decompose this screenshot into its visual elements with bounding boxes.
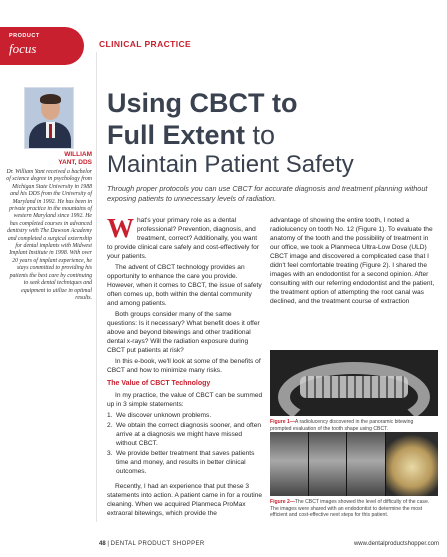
paragraph-1-text: hat's your primary role as a dental professional? Prevention, diagnosis, and treatment, correct? Additionally, you want to provide clinical care safely and cost-effectively for your patients. — [107, 217, 259, 260]
author-name-line2: YANT, DDS — [58, 159, 92, 166]
badge-line2: focus — [9, 41, 37, 56]
subheading: The Value of CBCT Technology — [107, 380, 211, 387]
figure-2-caption-text: The CBCT images showed the level of difficulty of the case. The images were shared with an endodontist to determine the most efficient and cost-effective next steps for this patient. — [270, 499, 430, 519]
list-text: We provide better treatment that saves patients time and money, and results in better clinical outcomes. — [116, 450, 255, 475]
paragraph-5: In my practice, the value of CBCT can be summed up in 3 simple statements: — [107, 392, 263, 408]
figure-1-label: Figure 1— — [270, 419, 295, 425]
page-number: 48 — [99, 541, 106, 547]
author-name-line1: WILLIAM — [64, 151, 92, 158]
list-number: 3. — [107, 450, 113, 457]
paragraph-6: Recently, I had an experience that put these 3 statements into action. A patient came in for a routine cleaning. When we acquired Planmeca ProMax extraoral bitewings, which provide the — [107, 483, 263, 517]
paragraph-1 — [107, 213, 263, 261]
author-photo — [24, 87, 74, 149]
badge-line1: PRODUCT — [9, 33, 40, 39]
footer-separator: | — [107, 541, 109, 547]
paragraph-2: The advent of CBCT technology provides an opportunity to enhance the care you provide. However, when it comes to CBCT, the issue of safety often comes up, both within the dental community and among patients. — [107, 264, 262, 307]
title-part2: Full Extent — [107, 120, 246, 150]
paragraph-3: Both groups consider many of the same questions: Is it necessary? What benefit does it offer above and beyond bitewings and other traditional dental x-rays? Will the radiation exposure during CBCT put patients at risk? — [107, 311, 260, 354]
list-text: We obtain the correct diagnosis sooner, and often arrive at a diagnosis we might have missed without CBCT. — [116, 422, 262, 447]
page-footer — [99, 541, 439, 547]
article-title — [107, 86, 443, 180]
figure-1-caption — [270, 419, 436, 432]
product-focus-badge — [0, 27, 84, 65]
body-column-1 — [107, 213, 263, 520]
list-item — [107, 411, 263, 420]
title-part4: Maintain Patient Safety — [107, 151, 354, 178]
title-part3: to — [245, 120, 276, 150]
figure-2-caption — [270, 499, 436, 519]
list-item — [107, 449, 263, 476]
column-divider — [96, 52, 97, 522]
body-column-2 — [270, 216, 436, 308]
list-item — [107, 421, 263, 448]
footer-url: www.dentalproductshopper.com — [353, 541, 439, 547]
value-list — [107, 411, 263, 476]
magazine-name: DENTAL PRODUCT SHOPPER — [110, 541, 205, 547]
figure-2-image — [270, 432, 438, 496]
title-part1: Using CBCT to — [107, 88, 298, 118]
list-number: 2. — [107, 422, 113, 429]
figure-1-caption-text: A radiolucency discovered in the panoramic bitewing prompted evaluation of the tooth shape using CBCT. — [270, 419, 414, 432]
list-text: We discover unknown problems. — [116, 412, 212, 419]
figure-2-label: Figure 2— — [270, 499, 295, 505]
paragraph-4: In this e-book, we'll look at some of the benefits of CBCT and how to minimize many risks. — [107, 358, 261, 374]
article-deck: Through proper protocols you can use CBCT for accurate diagnosis and treatment planning without exposing patients to unnecessary levels of radiation. — [107, 184, 428, 203]
drop-cap: W — [107, 213, 134, 243]
list-number: 1. — [107, 412, 113, 419]
figure-1-image — [270, 350, 438, 416]
author-name — [6, 151, 92, 167]
paragraph-7: advantage of showing the entire tooth, I noted a radiolucency on tooth No. 12 (Figure 1). To evaluate the anatomy of the tooth and the possibility of treatment in our office, we took a Planmeca Ultra-Low Dose (ULD) CBCT image and discovered a complicated case that I didn't feel comfortable treating (Figure 2). I shared the images with an endodontist for a second opinion. After consulting with our referring endodontist and the patient, the treatment option of attempting the root canal was declined, and the treatment course of extraction — [270, 217, 435, 305]
section-label: CLINICAL PRACTICE — [99, 39, 192, 49]
author-bio: Dr. William Yant received a bachelor of science degree in psychology from Michigan State University in 1988 and his DDS from the University of Maryland in 1992. He has been in private practice in the mountains of western Maryland since 1992. He has completed courses in advanced dentistry with The Dawson Academy and completed a surgical externship for dental implants with Midwest Implant Institute in 1998. With over 20 years of implant experience, he stays committed to providing his patients the best care by continuing to seek dental techniques and equipment to utilize in optimal results. — [6, 169, 92, 301]
